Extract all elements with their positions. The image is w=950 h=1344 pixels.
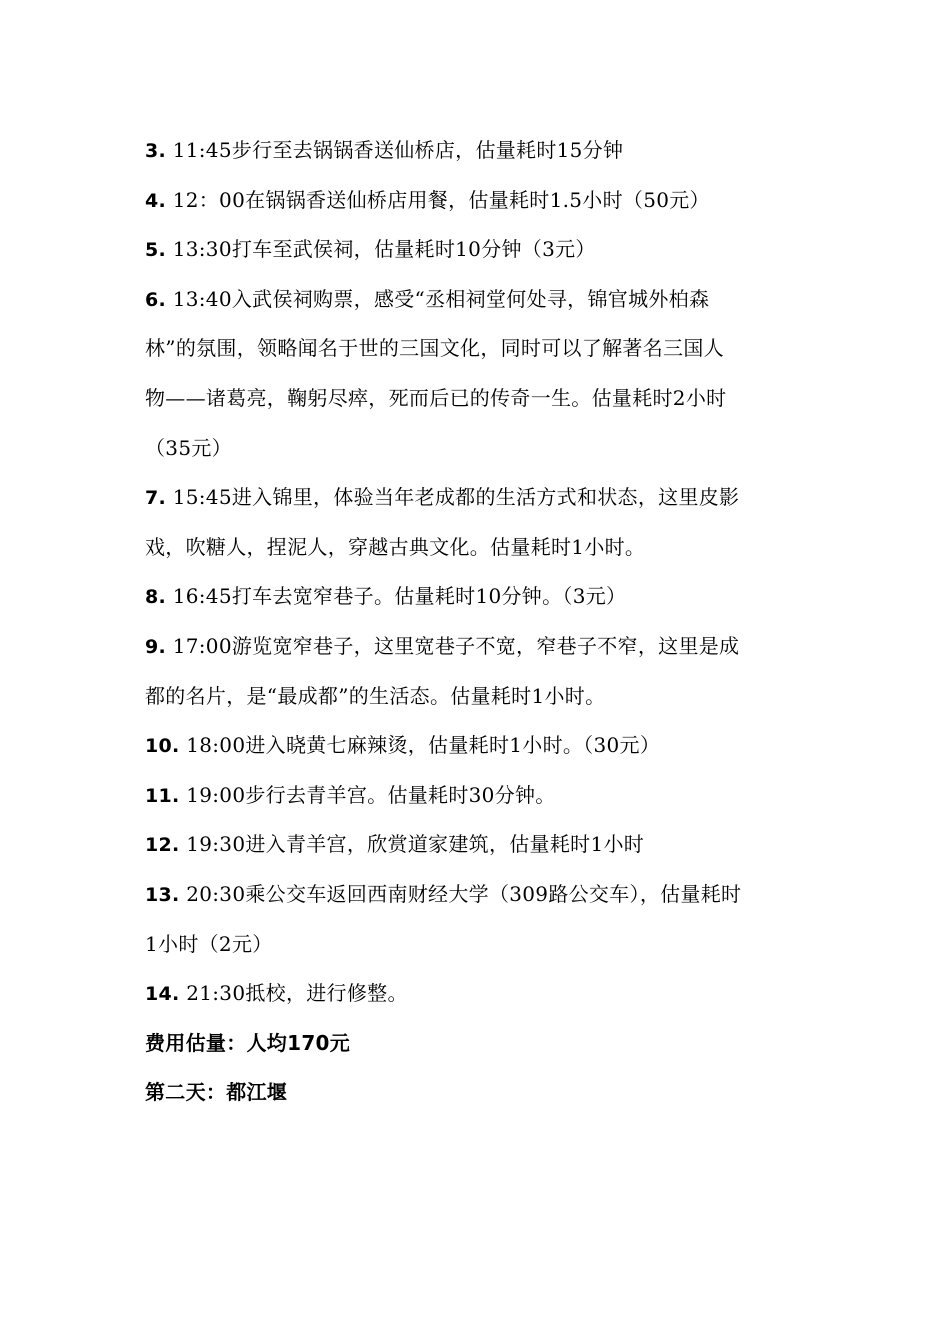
itinerary-line xyxy=(145,870,810,920)
item-text: 17:00游览宽窄巷子，这里宽巷子不宽，窄巷子不窄，这里是成 xyxy=(166,633,740,658)
itinerary-line xyxy=(145,374,810,424)
itinerary-line xyxy=(145,771,810,821)
cost-summary: 费用估量：人均170元 xyxy=(145,1030,351,1055)
item-text: 物——诸葛亮，鞠躬尽瘁，死而后已的传奇一生。估量耗时2小时 xyxy=(145,385,727,410)
item-number: 8. xyxy=(145,586,167,609)
itinerary-line xyxy=(145,473,810,523)
itinerary-line xyxy=(145,523,810,573)
item-text: 21:30抵校，进行修整。 xyxy=(179,981,408,1006)
item-number: 7. xyxy=(145,487,167,510)
item-number: 10. xyxy=(145,735,180,758)
itinerary-line xyxy=(145,622,810,672)
item-text: 19:00步行去青羊宫。估量耗时30分钟。 xyxy=(179,782,556,807)
item-text: 都的名片，是“最成都”的生活态。估量耗时1小时。 xyxy=(145,683,606,708)
item-text: 19:30进入青羊宫，欣赏道家建筑，估量耗时1小时 xyxy=(179,832,645,857)
item-text: 11:45步行至去锅锅香送仙桥店，估量耗时15分钟 xyxy=(166,138,624,162)
item-number: 5. xyxy=(145,239,167,262)
item-text: 18:00进入晓黄七麻辣烫，估量耗时1小时。（30元） xyxy=(179,733,661,758)
item-text: 13:30打车至武侯祠，估量耗时10分钟（3元） xyxy=(166,237,596,262)
itinerary-line xyxy=(145,126,810,176)
item-text: 15:45进入锦里，体验当年老成都的生活方式和状态，这里皮影 xyxy=(166,485,740,510)
item-text: 林”的氛围，领略闻名于世的三国文化，同时可以了解著名三国人 xyxy=(145,336,724,361)
item-number: 13. xyxy=(145,883,180,906)
item-text: 1小时（2元） xyxy=(145,931,273,956)
itinerary-line xyxy=(145,176,810,226)
itinerary-line xyxy=(145,424,810,474)
itinerary-line xyxy=(145,920,810,970)
itinerary-line xyxy=(145,275,810,325)
itinerary-line xyxy=(145,820,810,870)
itinerary-line xyxy=(145,672,810,722)
item-text: 16:45打车去宽窄巷子。估量耗时10分钟。（3元） xyxy=(166,584,627,609)
item-text: （35元） xyxy=(145,435,232,460)
item-text: 20:30乘公交车返回西南财经大学（309路公交车），估量耗时 xyxy=(179,881,742,906)
itinerary-line xyxy=(145,721,810,771)
item-text: 戏，吹糖人，捏泥人，穿越古典文化。估量耗时1小时。 xyxy=(145,534,646,559)
item-number: 6. xyxy=(145,288,167,311)
document-body xyxy=(145,126,810,1118)
item-number: 14. xyxy=(145,983,180,1006)
item-number: 4. xyxy=(145,189,167,212)
item-number: 3. xyxy=(145,140,167,162)
item-number: 12. xyxy=(145,834,180,857)
item-text: 13:40入武侯祠购票，感受“丞相祠堂何处寻，锦官城外柏森 xyxy=(166,286,710,311)
item-number: 11. xyxy=(145,784,180,807)
item-number: 9. xyxy=(145,635,167,658)
itinerary-line xyxy=(145,969,810,1019)
itinerary-line xyxy=(145,572,810,622)
day-two-heading: 第二天：都江堰 xyxy=(145,1080,288,1105)
item-text: 12：00在锅锅香送仙桥店用餐，估量耗时1.5小时（50元） xyxy=(166,187,710,212)
itinerary-line xyxy=(145,324,810,374)
itinerary-line xyxy=(145,225,810,275)
